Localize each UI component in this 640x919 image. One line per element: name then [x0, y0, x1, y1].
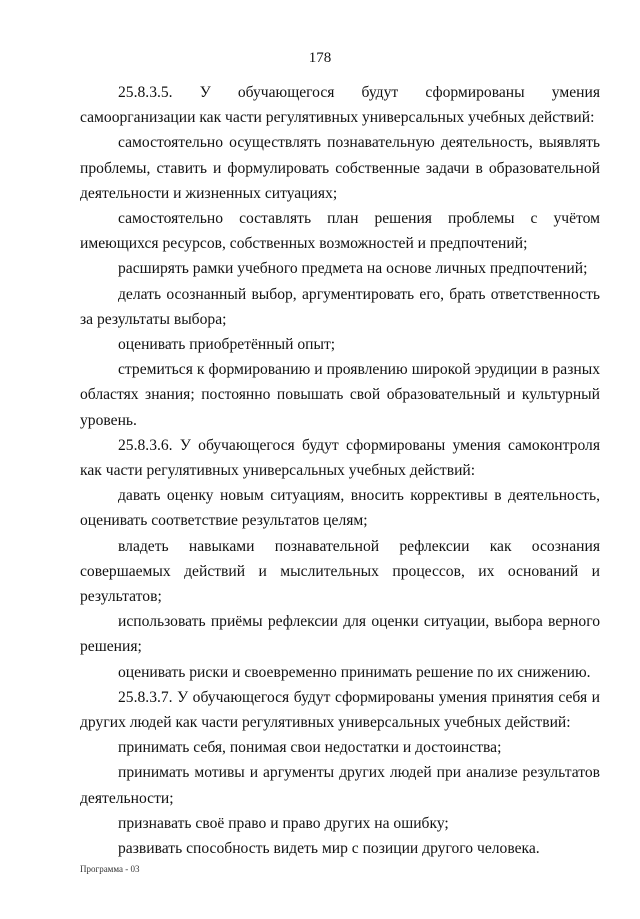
paragraph: использовать приёмы рефлексии для оценки ситуации, выбора верного решения; — [80, 613, 600, 656]
paragraph: принимать мотивы и аргументы других людей при анализе результатов деятельности; — [80, 764, 600, 807]
paragraph: самостоятельно осуществлять познавательную деятельность, выявлять проблемы, ставить и формулировать собственные задачи в образовательной деятельности и жизненных ситуациях; — [80, 134, 600, 202]
paragraph: оценивать приобретённый опыт; — [118, 336, 336, 354]
paragraph: стремиться к формированию и проявлению широкой эрудиции в разных областях знания; постоянно повышать свой образовательный и культурный уровень. — [80, 361, 600, 429]
paragraph: развивать способность видеть мир с позиции другого человека. — [118, 840, 540, 858]
paragraph-section-25-8-3-6: 25.8.3.6. У обучающегося будут сформированы умения самоконтроля как части регулятивных универсальных учебных действий: — [80, 436, 600, 480]
paragraph: самостоятельно составлять план решения проблемы с учётом имеющихся ресурсов, собственных возможностей и предпочтений; — [80, 210, 600, 253]
paragraph-section-25-8-3-5: 25.8.3.5. У обучающегося будут сформированы умения самоорганизации как части регулятивных универсальных учебных действий: — [80, 84, 600, 127]
footer-note: Программа - 03 — [80, 864, 140, 874]
document-body — [80, 80, 600, 861]
paragraph: принимать себя, понимая свои недостатки и достоинства; — [118, 739, 502, 757]
paragraph: оценивать риски и своевременно принимать решение по их снижению. — [118, 663, 591, 681]
paragraph: делать осознанный выбор, аргументировать его, брать ответственность за результаты выбора; — [80, 285, 600, 328]
paragraph: расширять рамки учебного предмета на основе личных предпочтений; — [118, 260, 588, 278]
page-number: 178 — [308, 50, 332, 66]
paragraph: давать оценку новым ситуациям, вносить коррективы в деятельность, оценивать соответствие результатов целям; — [80, 487, 600, 530]
paragraph: владеть навыками познавательной рефлексии как осознания совершаемых действий и мыслительных процессов, их оснований и результатов; — [80, 537, 600, 606]
paragraph-section-25-8-3-7: 25.8.3.7. У обучающегося будут сформированы умения принятия себя и других людей как части регулятивных универсальных учебных действий: — [80, 688, 600, 732]
paragraph: признавать своё право и право других на ошибку; — [118, 814, 449, 832]
